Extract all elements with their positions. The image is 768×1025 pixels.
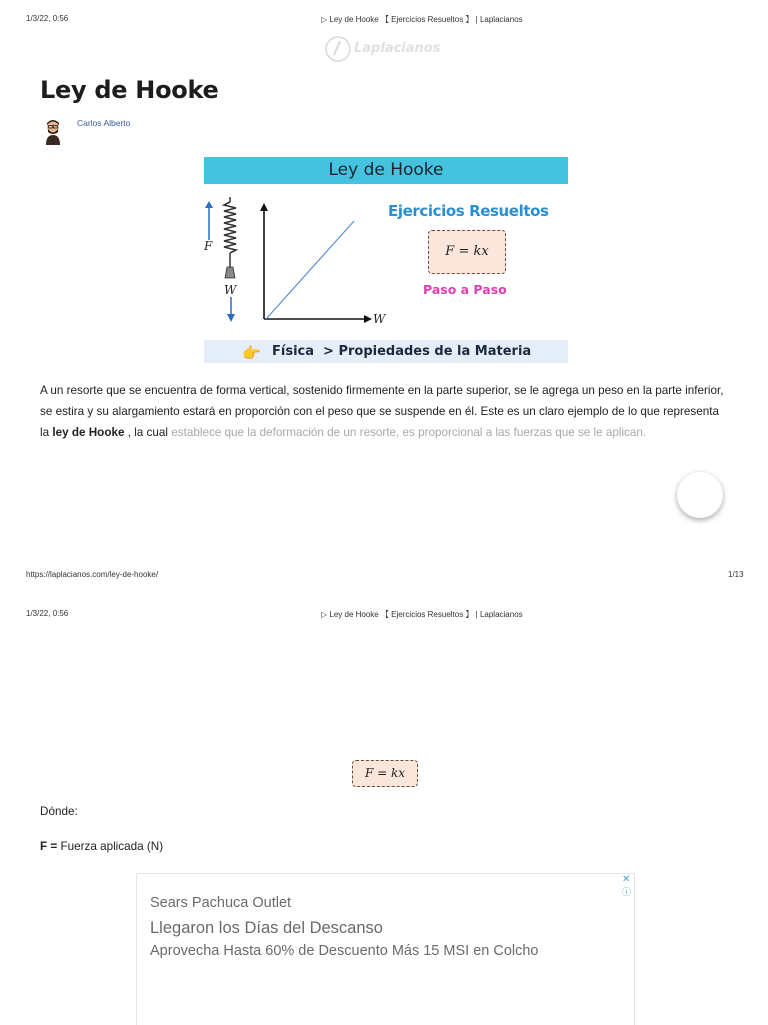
ad-info-icon[interactable]: ⓘ xyxy=(622,888,632,898)
banner-header xyxy=(204,157,568,184)
banner-heading: Ley de Hooke xyxy=(328,160,444,180)
print-header-title: ▷ Ley de Hooke 【 Ejercicios Resueltos 】 | Laplacianos xyxy=(321,15,523,24)
weight-label: W xyxy=(224,283,237,297)
ad-close-icon[interactable]: ✕ xyxy=(622,874,631,885)
page-title: Ley de Hooke xyxy=(40,76,219,104)
avatar[interactable] xyxy=(44,117,62,145)
print-footer-page: 1/13 xyxy=(728,570,744,579)
donde-label: Dónde: xyxy=(40,805,78,818)
banner-footer xyxy=(204,340,568,363)
print-header-date: 1/3/22, 0:56 xyxy=(26,14,69,23)
graph-icon xyxy=(258,201,378,325)
variable-description: Fuerza aplicada (N) xyxy=(57,840,164,853)
variable-definition xyxy=(40,840,163,853)
print-footer-url: https://laplacianos.com/ley-de-hooke/ xyxy=(26,570,159,579)
banner-formula: F = kx xyxy=(428,230,506,274)
print-header-title-2: ▷ Ley de Hooke 【 Ejercicios Resueltos 】 | Laplacianos xyxy=(321,610,523,619)
variable-symbol: F = xyxy=(40,840,58,853)
floating-action-button[interactable] xyxy=(677,472,723,518)
logo-text: Laplacianos xyxy=(354,41,441,56)
ad-headline[interactable]: Llegaron los Días del Descanso xyxy=(150,919,383,937)
banner-steps: Paso a Paso xyxy=(423,282,507,297)
ad-body[interactable]: Aprovecha Hasta 60% de Descuento Más 15 MSI en Colcho xyxy=(150,943,539,959)
formula-box: F = kx xyxy=(352,760,418,787)
paragraph-bold-term: ley de Hooke xyxy=(52,426,125,439)
axis-label: W xyxy=(373,312,386,326)
paragraph-text: A un resorte que se encuentra de forma vertical, sostenido firmemente en la parte superior, se le agrega un peso en la parte inferior, se estira y su alargamiento estará en proporción con el peso que se suspende en él. Este es un claro ejemplo de lo que representa la xyxy=(40,384,724,439)
print-header-date-2: 1/3/22, 0:56 xyxy=(26,609,69,618)
featured-image xyxy=(204,157,568,363)
force-label: F xyxy=(204,239,213,253)
author-avatar-icon xyxy=(44,117,62,145)
pointing-hand-icon: 👉 xyxy=(242,344,261,362)
author-link[interactable]: Carlos Alberto xyxy=(77,118,131,128)
ad-brand[interactable]: Sears Pachuca Outlet xyxy=(150,895,292,911)
advertisement[interactable] xyxy=(136,873,635,1025)
paragraph-text-2: , la cual xyxy=(124,426,172,439)
banner-subheading: Ejercicios Resueltos xyxy=(388,202,549,220)
site-logo[interactable] xyxy=(324,35,446,63)
intro-paragraph xyxy=(40,380,730,443)
paragraph-faded-text: establece que la deformación de un resorte, es proporcional a las fuerzas que se le aplican. xyxy=(171,426,647,439)
banner-breadcrumb: Física > Propiedades de la Materia xyxy=(272,344,532,359)
spring-icon xyxy=(204,192,264,327)
